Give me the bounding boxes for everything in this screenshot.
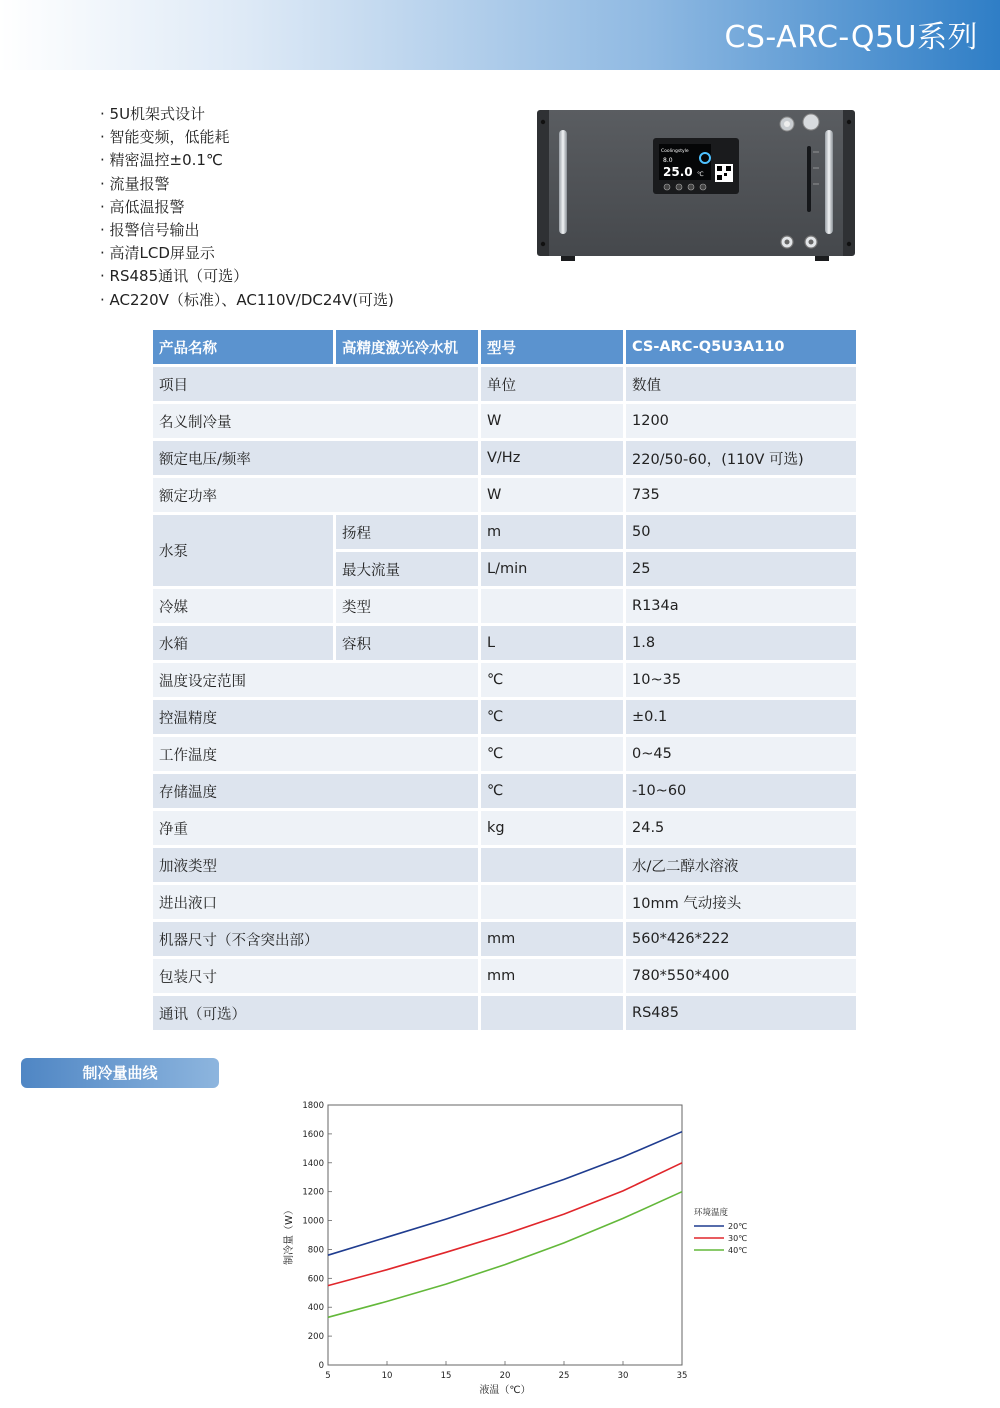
table-row (153, 663, 856, 697)
table-cell: 水泵 (153, 515, 333, 586)
table-cell: 加液类型 (153, 848, 478, 882)
table-row (153, 996, 856, 1030)
table-cell (481, 996, 623, 1030)
table-cell: 项目 (153, 367, 478, 401)
x-tick-label: 30 (617, 1371, 629, 1381)
table-row (153, 922, 856, 956)
right-handle (825, 130, 833, 234)
feature-list (100, 103, 394, 312)
table-cell: 类型 (336, 589, 478, 623)
y-tick-label: 600 (307, 1274, 324, 1285)
level-gauge (807, 146, 811, 212)
table-cell: 单位 (481, 367, 623, 401)
table-cell: kg (481, 811, 623, 845)
table-cell: ±0.1 (626, 700, 856, 734)
chiller-product-image (535, 108, 857, 263)
table-cell: 额定电压/频率 (153, 441, 478, 475)
table-cell: 1.8 (626, 626, 856, 660)
cooling-capacity-chart (270, 1092, 770, 1402)
table-cell: 额定功率 (153, 478, 478, 512)
table-cell: -10~60 (626, 774, 856, 808)
feature-item: · RS485通讯（可选） (100, 267, 249, 286)
table-cell: 1200 (626, 404, 856, 438)
table-cell: mm (481, 922, 623, 956)
x-tick-label: 10 (381, 1371, 393, 1381)
table-cell: ℃ (481, 737, 623, 771)
y-tick-label: 1600 (302, 1129, 324, 1140)
fill-cap (803, 114, 819, 130)
table-cell: 冷媒 (153, 589, 333, 623)
y-tick-label: 200 (307, 1332, 324, 1343)
table-cell: 780*550*400 (626, 959, 856, 993)
legend-entry: 20℃ (728, 1222, 748, 1231)
table-cell: 名义制冷量 (153, 404, 478, 438)
table-row (153, 367, 856, 401)
x-tick-label: 25 (558, 1371, 570, 1381)
x-tick-label: 20 (499, 1371, 511, 1381)
legend-title: 环境温度 (694, 1208, 729, 1218)
y-tick-label: 800 (307, 1245, 324, 1256)
y-tick-label: 1800 (302, 1101, 324, 1111)
table-cell: 最大流量 (336, 552, 478, 586)
table-cell: ℃ (481, 774, 623, 808)
table-cell: 10~35 (626, 663, 856, 697)
table-cell (481, 885, 623, 919)
y-tick-label: 1400 (302, 1158, 324, 1169)
table-cell: ℃ (481, 700, 623, 734)
table-row (153, 737, 856, 771)
feature-item: · 高低温报警 (100, 197, 185, 216)
table-row (153, 515, 856, 549)
x-tick-label: 35 (676, 1371, 688, 1381)
feature-item: · 高清LCD屏显示 (100, 244, 215, 263)
page-title: CS-ARC-Q5U系列 (724, 20, 978, 55)
y-axis-label: 制冷量（W） (284, 1205, 295, 1265)
header-cell: 型号 (481, 330, 623, 364)
table-cell: 存储温度 (153, 774, 478, 808)
svg-text:℃: ℃ (697, 171, 704, 178)
y-tick-label: 400 (307, 1303, 324, 1314)
y-tick-label: 0 (318, 1361, 324, 1371)
svg-text:8.0: 8.0 (663, 157, 673, 164)
table-cell: 包装尺寸 (153, 959, 478, 993)
feature-item: · 5U机架式设计 (100, 105, 206, 123)
table-row (153, 478, 856, 512)
legend-entry: 30℃ (728, 1234, 748, 1243)
table-cell: RS485 (626, 996, 856, 1030)
table-cell: 进出液口 (153, 885, 478, 919)
table-row (153, 626, 856, 660)
legend-entry: 40℃ (728, 1246, 748, 1255)
table-cell: 0~45 (626, 737, 856, 771)
table-row (153, 885, 856, 919)
table-cell: L (481, 626, 623, 660)
table-row (153, 959, 856, 993)
table-cell: 10mm 气动接头 (626, 885, 856, 919)
x-tick-label: 15 (440, 1371, 452, 1381)
table-cell: W (481, 404, 623, 438)
table-cell: 水/乙二醇水溶液 (626, 848, 856, 882)
feature-item: · 精密温控±0.1℃ (100, 151, 223, 170)
header-cell: 高精度激光冷水机 (336, 330, 478, 364)
page-header (0, 0, 1000, 70)
table-cell: 220/50-60，(110V 可选) (626, 441, 856, 475)
table-cell: 25 (626, 552, 856, 586)
table-cell: 数值 (626, 367, 856, 401)
left-handle (559, 130, 567, 234)
x-axis-label: 液温（℃） (479, 1385, 531, 1396)
table-row (153, 589, 856, 623)
feature-item: · AC220V（标准）、AC110V/DC24V(可选) (100, 290, 394, 309)
feature-item: · 智能变频，低能耗 (100, 128, 230, 147)
table-cell: 控温精度 (153, 700, 478, 734)
table-cell: 温度设定范围 (153, 663, 478, 697)
table-cell: 通讯（可选） (153, 996, 478, 1030)
table-cell: W (481, 478, 623, 512)
y-tick-label: 1200 (302, 1187, 324, 1198)
table-cell: 水箱 (153, 626, 333, 660)
header-cell: 产品名称 (153, 330, 333, 364)
table-cell (481, 589, 623, 623)
table-cell: ℃ (481, 663, 623, 697)
table-cell: 机器尺寸（不含突出部） (153, 922, 478, 956)
table-cell (481, 848, 623, 882)
table-cell: 24.5 (626, 811, 856, 845)
y-tick-label: 1000 (302, 1216, 324, 1227)
feature-item: · 报警信号输出 (100, 221, 200, 240)
table-row (153, 700, 856, 734)
svg-text:Coolingstyle: Coolingstyle (661, 149, 689, 154)
table-row (153, 774, 856, 808)
table-cell: 工作温度 (153, 737, 478, 771)
section-label: 制冷量曲线 (21, 1058, 219, 1088)
table-cell: 扬程 (336, 515, 478, 549)
table-cell: 净重 (153, 811, 478, 845)
table-cell: 50 (626, 515, 856, 549)
x-tick-label: 5 (325, 1371, 331, 1381)
spec-table (150, 327, 859, 1033)
table-cell: mm (481, 959, 623, 993)
table-cell: 560*426*222 (626, 922, 856, 956)
table-cell: R134a (626, 589, 856, 623)
table-header-row (153, 330, 856, 364)
svg-text:25.0: 25.0 (663, 165, 693, 179)
table-row (153, 404, 856, 438)
table-cell: V/Hz (481, 441, 623, 475)
header-cell: CS-ARC-Q5U3A110 (626, 330, 856, 364)
table-cell: L/min (481, 552, 623, 586)
table-cell: 容积 (336, 626, 478, 660)
table-cell: 735 (626, 478, 856, 512)
table-row (153, 811, 856, 845)
table-row (153, 441, 856, 475)
feature-item: · 流量报警 (100, 174, 170, 193)
table-cell: m (481, 515, 623, 549)
table-row (153, 848, 856, 882)
